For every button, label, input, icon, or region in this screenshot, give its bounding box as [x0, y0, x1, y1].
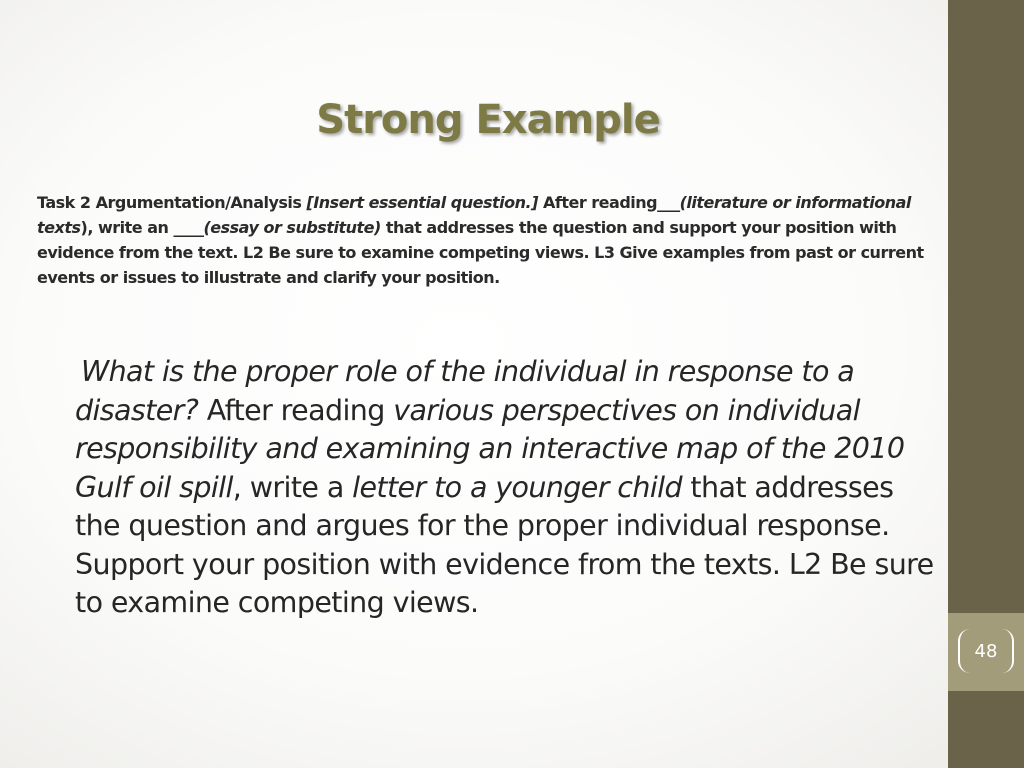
prompt-text-2: After reading — [198, 393, 394, 427]
page-number-frame — [958, 629, 1014, 673]
page-number: 48 — [974, 640, 998, 662]
prompt-text-1: What is the proper role of the individual in response to a disaster? — [75, 355, 855, 427]
task-text-2: [Insert essential question.] — [306, 193, 538, 212]
example-prompt — [75, 353, 945, 623]
task-text-3: After reading___ — [537, 193, 680, 212]
prompt-text-5: letter to a younger child — [352, 470, 682, 504]
task-description — [37, 190, 939, 290]
slide-title: Strong Example — [316, 97, 660, 143]
task-text-1: Task 2 Argumentation/Analysis — [37, 193, 307, 212]
task-text-5: ), write an ____ — [80, 218, 204, 237]
task-text-6: (essay or substitute) — [203, 218, 381, 237]
prompt-text-4: , write a — [232, 470, 353, 504]
task-text-7: that addresses the question and support your position with evidence from the text. L2 Be sure to examine competing views. L3 Give examples from past or current events or issues to illustrate and clarify your position. — [37, 218, 924, 287]
prompt-text-3: various perspectives on individual responsibility and examining an interactive map of the 2010 Gulf oil spill — [75, 393, 905, 504]
page-number-tab — [948, 613, 1024, 691]
prompt-text-6: that addresses the question and argues for the proper individual response. Support your position with evidence from the texts. L2 Be sure to examine competing views. — [75, 470, 934, 619]
task-text-4: (literature or informational texts — [37, 193, 911, 237]
